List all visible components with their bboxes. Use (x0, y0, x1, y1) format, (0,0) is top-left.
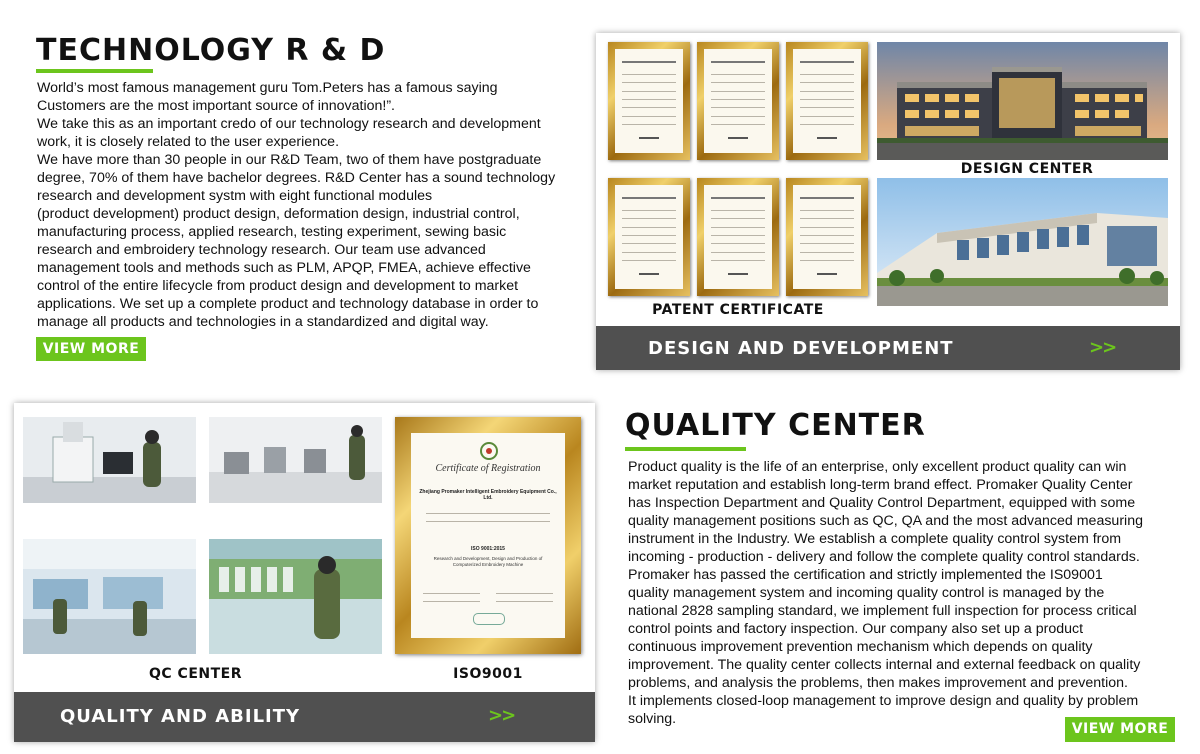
tech-line: We have more than 30 people in our R&D Team, two of them have postgraduate (37, 152, 542, 168)
certificate-title: Certificate of Registration (435, 463, 541, 474)
workshop-inspection-image (23, 539, 196, 654)
certificate-scope: Research and Development, Design and Production of Computerized Embroidery Machine (433, 556, 543, 567)
patent-certificate-image (697, 178, 779, 296)
tech-line: research and embroidery technology research. Our team use advanced (37, 242, 486, 258)
quality-ability-bar[interactable] (14, 692, 595, 742)
quality-paragraph (628, 458, 1188, 728)
tech-line: work, it is closely related to the user experience. (37, 134, 340, 150)
patent-certificate-caption: PATENT CERTIFICATE (652, 302, 824, 318)
tech-line: manage all products and technologies in a standardized and digital way. (37, 314, 489, 330)
quality-line: control points and factory inspection. Our company also set up a product (628, 621, 1084, 637)
quality-line: incoming - production - delivery and follow the complete quality control standards. (628, 549, 1140, 565)
tech-line: Customers are the most important source of innovation!”. (37, 98, 395, 114)
tech-line: We take this as an important credo of our technology research and development (37, 116, 541, 132)
double-chevron-right-icon: >> (1089, 337, 1116, 358)
design-development-bar[interactable] (596, 326, 1180, 370)
tech-heading: TECHNOLOGY R & D (36, 33, 386, 68)
design-center-caption: DESIGN CENTER (960, 161, 1094, 177)
quality-line: improvement. The quality center collects internal and external feedback on quality (628, 657, 1141, 673)
double-chevron-right-icon: >> (488, 705, 515, 726)
quality-line: Product quality is the life of an enterprise, only excellent product quality can win (628, 459, 1127, 475)
tech-line: applications. We set up a complete product and technology database in order to (37, 296, 539, 312)
quality-view-more-button[interactable]: VIEW MORE (1065, 717, 1175, 742)
certificate-standard: ISO 9001:2015 (471, 546, 505, 552)
tech-line: research and development systm with eight functional modules (37, 188, 433, 204)
qc-lab-image (23, 417, 196, 503)
tech-line: manufacturing process, applied research, testing experiment, sewing basic (37, 224, 507, 240)
embroidery-machine-inspection-image (209, 539, 382, 654)
quality-line: quality management positions such as QC, QA and the most advanced measuring (628, 513, 1143, 529)
iso9001-caption: ISO9001 (453, 666, 523, 682)
factory-building-image (877, 178, 1168, 306)
iso-certificate-frame (395, 417, 581, 654)
quality-line: continuous improvement prevention mechanism which depends on quality (628, 639, 1093, 655)
quality-line: instrument in the Industry. We establish a complete quality control system from (628, 531, 1122, 547)
microscope-lab-image (209, 417, 382, 503)
quality-ability-label: QUALITY AND ABILITY (60, 706, 301, 727)
quality-line: quality management system and incoming quality control is managed by the (628, 585, 1105, 601)
quality-line: national 2828 sampling standard, we implement full inspection for process critical (628, 603, 1137, 619)
tech-line: management tools and methods such as PLM, APQP, FMEA, achieve effective (37, 260, 531, 276)
certificate-seal-icon (479, 441, 499, 461)
certificate-company: Zhejiang Promaker Intelligent Embroidery Equipment Co., Ltd. (419, 489, 557, 501)
tech-paragraph (37, 79, 592, 331)
tech-view-more-button[interactable]: VIEW MORE (36, 337, 146, 361)
quality-line: Promaker has passed the certification and strictly implemented the IS09001 (628, 567, 1103, 583)
patent-certificate-image (786, 42, 868, 160)
quality-line: It implements closed-loop management to improve design and quality by problem (628, 693, 1139, 709)
quality-line: has Inspection Department and Quality Control Department, equipped with some (628, 495, 1136, 511)
design-center-building-image (877, 42, 1168, 160)
tech-heading-underline (36, 69, 153, 73)
qc-center-caption: QC CENTER (149, 666, 242, 682)
quality-line: problems, and analysis the problems, then makes improvement and prevention. (628, 675, 1128, 691)
tech-line: degree, 70% of them have bachelor degrees. R&D Center has a sound technology (37, 170, 556, 186)
design-development-label: DESIGN AND DEVELOPMENT (648, 338, 954, 359)
tech-line: control of the entire lifecycle from product design and development to market (37, 278, 519, 294)
quality-line: market reputation and establish long-term brand effect. Promaker Quality Center (628, 477, 1133, 493)
quality-heading-underline (625, 447, 746, 451)
quality-line: solving. (628, 711, 677, 727)
patent-certificate-image (608, 178, 690, 296)
patent-certificate-image (786, 178, 868, 296)
patent-certificate-image (697, 42, 779, 160)
certificate-logo-strip (473, 613, 505, 625)
quality-heading: QUALITY CENTER (625, 408, 926, 443)
tech-line: (product development) product design, deformation design, industrial control, (37, 206, 520, 222)
tech-line: World’s most famous management guru Tom.Peters has a famous saying (37, 80, 498, 96)
patent-certificate-image (608, 42, 690, 160)
